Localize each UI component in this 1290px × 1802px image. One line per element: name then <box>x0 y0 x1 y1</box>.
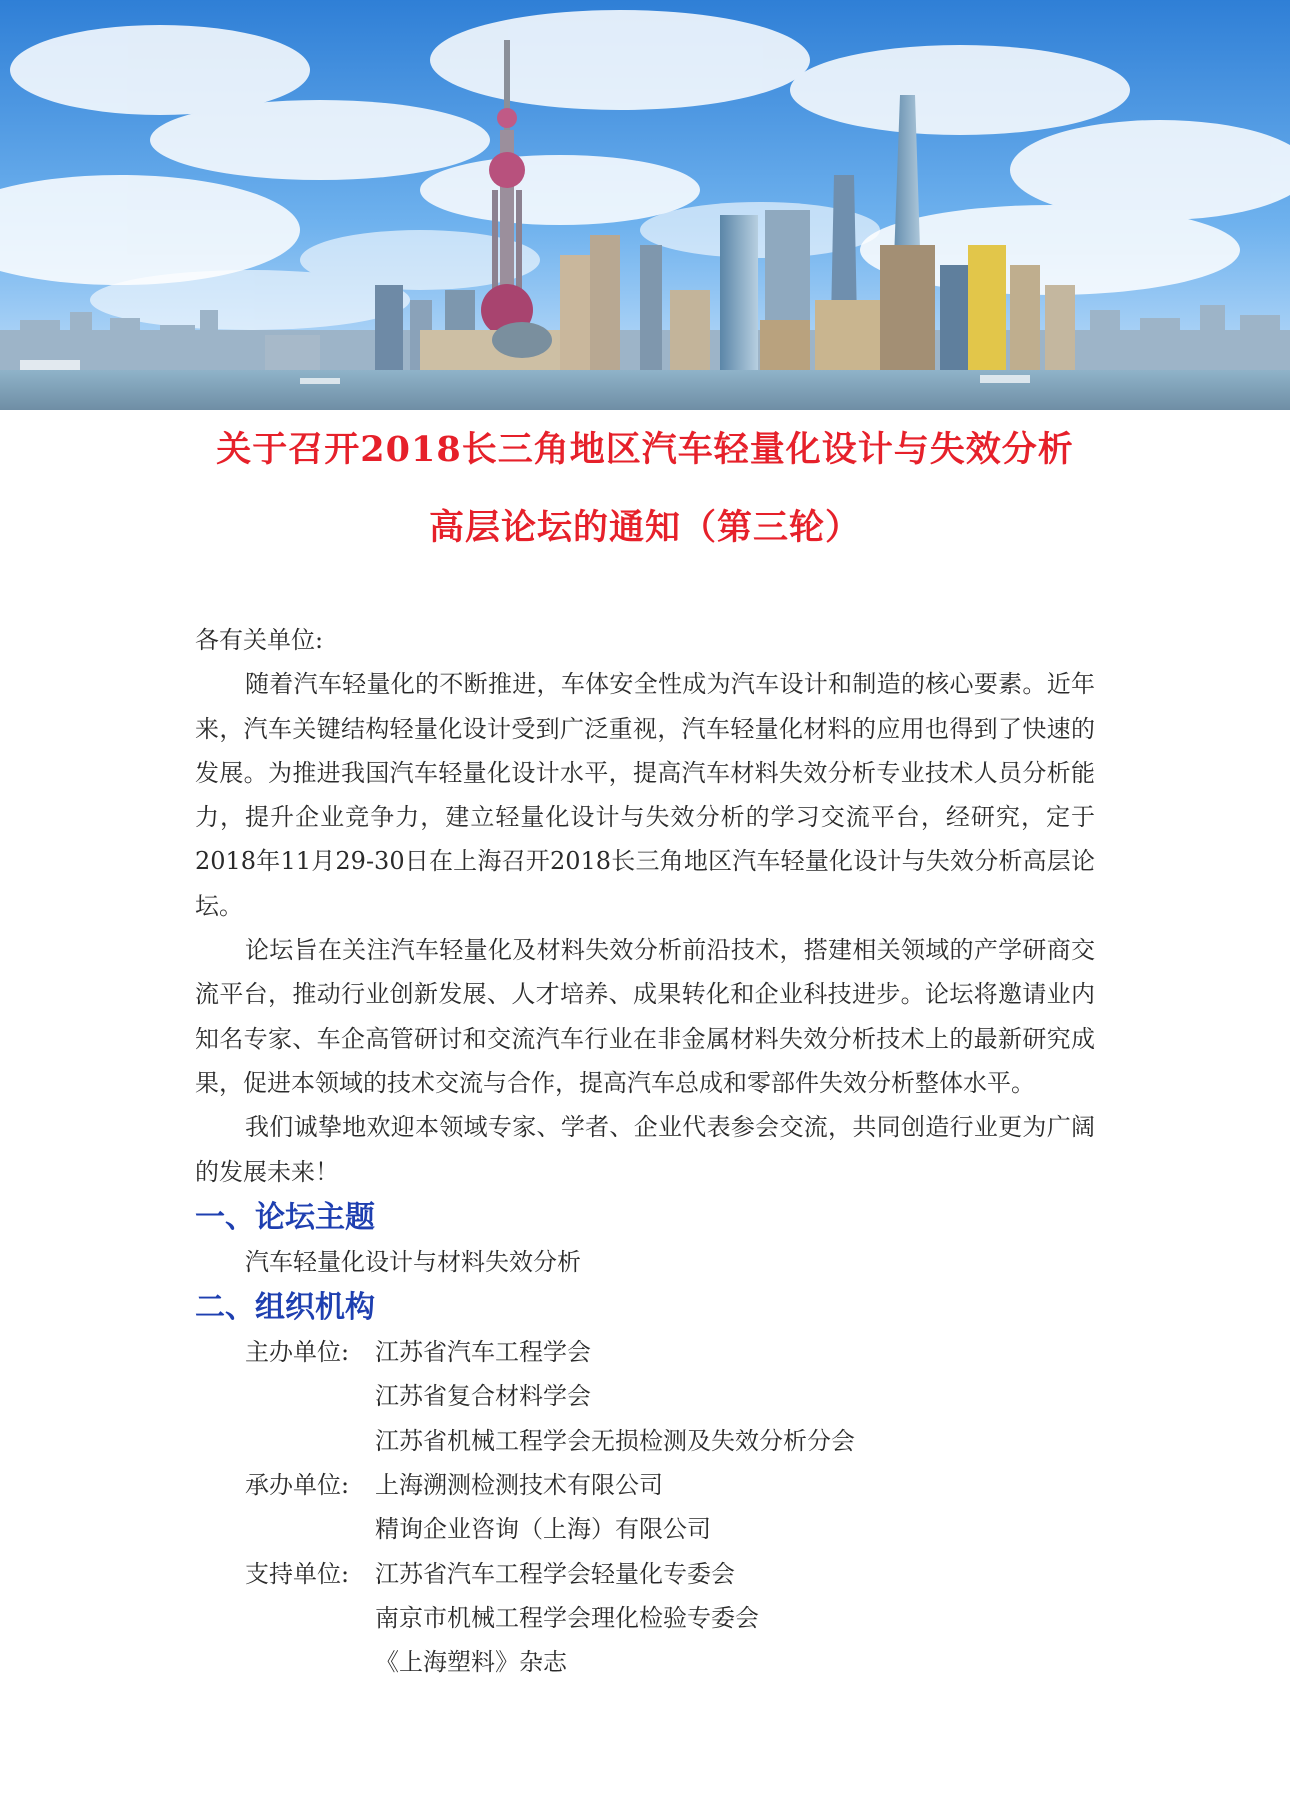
org-item: 江苏省汽车工程学会 <box>375 1338 591 1367</box>
section-heading-theme: 一、论坛主题 <box>195 1199 375 1235</box>
org-item: 江苏省机械工程学会无损检测及失效分析分会 <box>375 1426 855 1455</box>
paragraph-intro: 随着汽车轻量化的不断推进，车体安全性成为汽车设计和制造的核心要素。近年来，汽车关键结构轻量化设计受到广泛重视，汽车轻量化材料的应用也得到了快速的发展。为推进我国汽车轻量化设计水平，提高汽车材料失效分析专业技术人员分析能力，提升企业竞争力，建立轻量化设计与失效分析的学习交流平台，经研究，定于2018年11月29-30日在上海召开2018长三角地区汽车轻量化设计与失效分析高层论坛。 <box>195 670 1095 920</box>
skyline-banner-image <box>0 0 1290 410</box>
org-group-organizer <box>195 1463 1095 1552</box>
org-item: 《上海塑料》杂志 <box>375 1648 567 1677</box>
forum-theme-text: 汽车轻量化设计与材料失效分析 <box>245 1247 581 1276</box>
notice-body <box>195 618 1095 1685</box>
notice-title <box>0 420 1290 558</box>
org-item: 江苏省汽车工程学会轻量化专委会 <box>375 1559 735 1588</box>
org-item: 江苏省复合材料学会 <box>375 1382 591 1411</box>
org-label-host: 主办单位: <box>245 1338 350 1367</box>
org-item: 南京市机械工程学会理化检验专委会 <box>375 1603 759 1632</box>
org-item: 精询企业咨询（上海）有限公司 <box>375 1515 711 1544</box>
paragraph-purpose: 论坛旨在关注汽车轻量化及材料失效分析前沿技术，搭建相关领域的产学研商交流平台，推动行业创新发展、人才培养、成果转化和企业科技进步。论坛将邀请业内知名专家、车企高管研讨和交流汽车行业在非金属材料失效分析技术上的最新研究成果，促进本领域的技术交流与合作，提高汽车总成和零部件失效分析整体水平。 <box>195 936 1095 1097</box>
title-line-2: 高层论坛的通知（第三轮） <box>428 507 861 548</box>
org-group-supporter <box>195 1552 1095 1685</box>
paragraph-welcome: 我们诚挚地欢迎本领域专家、学者、企业代表参会交流，共同创造行业更为广阔的发展未来！ <box>195 1113 1095 1186</box>
title-line-1: 关于召开2018长三角地区汽车轻量化设计与失效分析 <box>216 429 1074 470</box>
salutation: 各有关单位: <box>195 626 324 654</box>
org-group-host <box>195 1330 1095 1463</box>
org-label-organizer: 承办单位: <box>245 1471 350 1500</box>
org-item: 上海溯测检测技术有限公司 <box>375 1471 663 1500</box>
section-heading-organization: 二、组织机构 <box>195 1290 375 1326</box>
org-label-supporter: 支持单位: <box>245 1559 350 1588</box>
